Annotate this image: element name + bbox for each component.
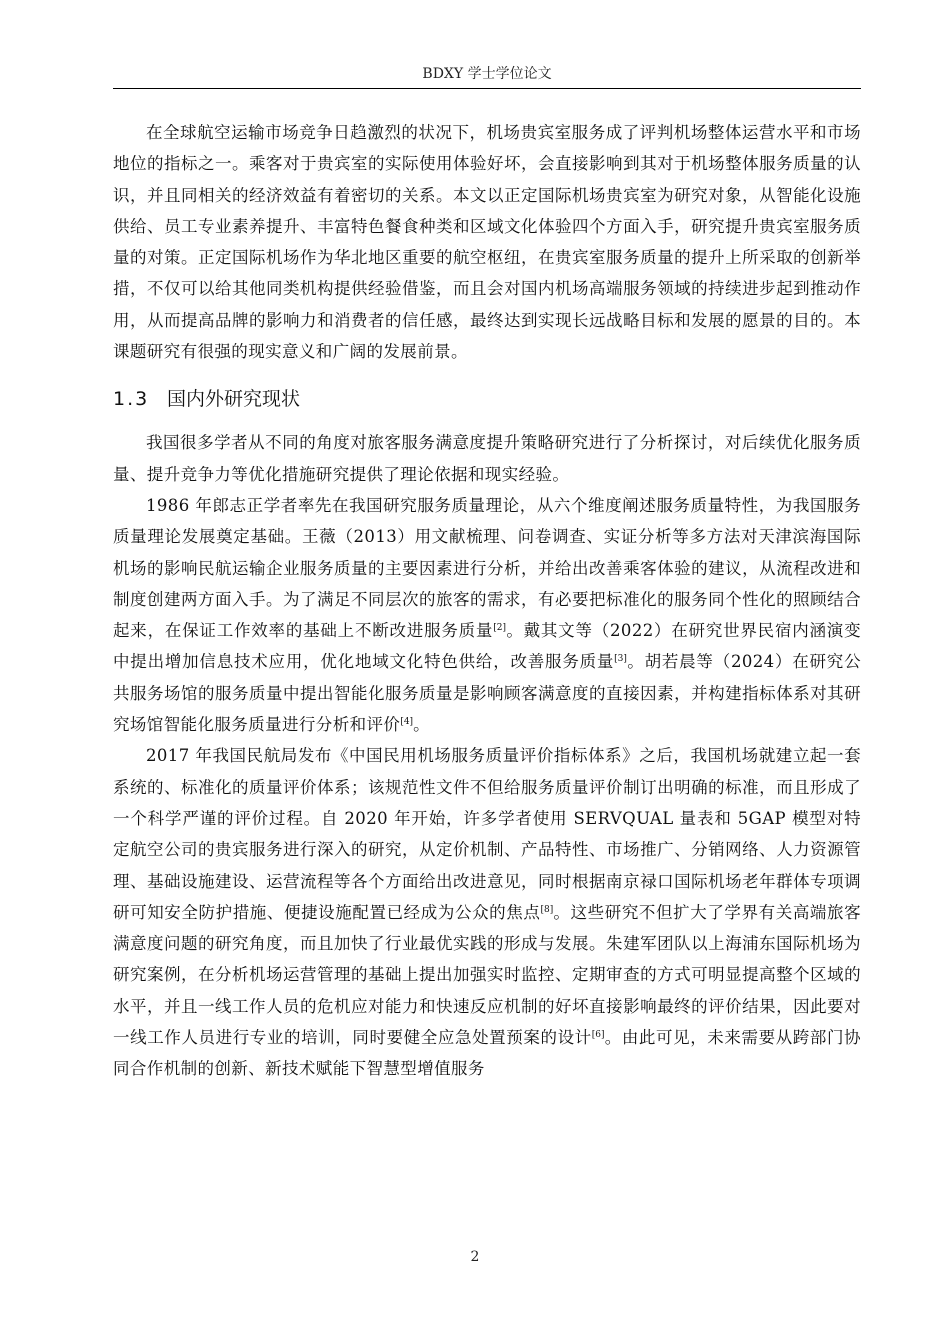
section-number: 1.3 xyxy=(113,388,150,411)
citation-ref: [2] xyxy=(493,623,506,634)
citation-ref: [4] xyxy=(400,717,414,728)
paragraph-text: 。戴其文等（2022）在研究世界民宿内涵演变中提出增加信息技术应用，优化地域文化特色供给，改善服务质量 xyxy=(113,621,861,672)
section-title: 国内外研究现状 xyxy=(167,388,301,411)
paragraph-domestic-studies xyxy=(113,490,861,740)
document-body xyxy=(113,117,861,1085)
paragraph-text: 。由此可见，未来需要从跨部门协同合作机制的创新、新技术赋能下智慧型增值服务 xyxy=(113,1028,861,1079)
header-divider xyxy=(113,88,861,89)
citation-ref: [8] xyxy=(540,904,554,915)
paragraph-background: 在全球航空运输市场竞争日趋激烈的状况下，机场贵宾室服务成了评判机场整体运营水平和市场地位的指标之一。乘客对于贵宾室的实际使用体验好坏，会直接影响到其对于机场整体服务质量的认识，并且同相关的经济效益有着密切的关系。本文以正定国际机场贵宾室为研究对象，从智能化设施供给、员工专业素养提升、丰富特色餐食种类和区域文化体验四个方面入手，研究提升贵宾室服务质量的对策。正定国际机场作为华北地区重要的航空枢纽，在贵宾室服务质量的提升上所采取的创新举措，不仅可以给其他同类机构提供经验借鉴，而且会对国内机场高端服务领域的持续进步起到推动作用，从而提高品牌的影响力和消费者的信任感，最终达到实现长远战略目标和发展的愿景的目的。本课题研究有很强的现实意义和广阔的发展前景。 xyxy=(113,123,861,362)
paragraph-text: 1986 年郎志正学者率先在我国研究服务质量理论，从六个维度阐述服务质量特性，为我国服务质量理论发展奠定基础。王薇（2013）用文献梳理、问卷调查、实证分析等多方法对天津滨海国际机场的影响民航运输企业服务质量的主要因素进行分析，并给出改善乘客体验的建议，从流程改进和制度创建两方面入手。为了满足不同层次的旅客的需求，有必要把标准化的服务同个性化的照顾结合起来，在保证工作效率的基础上不断改进服务质量 xyxy=(113,495,861,641)
page-header: BDXY 学士学位论文 xyxy=(422,66,552,82)
page-number: 2 xyxy=(470,1249,480,1265)
paragraph-text: 。这些研究不但扩大了学界有关高端旅客满意度问题的研究角度，而且加快了行业最优实践的形成与发展。朱建军团队以上海浦东国际机场为研究案例，在分析机场运营管理的基础上提出加强实时监控、定期审查的方式可明显提高整个区域的水平，并且一线工作人员的危机应对能力和快速反应机制的好坏直接影响最终的评价结果，因此要对一线工作人员进行专业的培训，同时要健全应急处置预案的设计 xyxy=(113,902,862,1048)
paragraph-text: 2017 年我国民航局发布《中国民用机场服务质量评价指标体系》之后，我国机场就建立起一套系统的、标准化的质量评价体系；该规范性文件不但给服务质量评价制订出明确的标准，而且形成了一个科学严谨的评价过程。自 2020 年开始，许多学者使用 SERVQUAL 量表和 5GAP 模型对特定航空公司的贵宾服务进行深入的研究，从定价机制、产品特性、市场推广、分销网络、人力资源管理、基础设施建设、运营流程等各个方面给出改进意见，同时根据南京禄口国际机场老年群体专项调研可知安全防护措施、便捷设施配置已经成为公众的焦点 xyxy=(113,746,861,922)
paragraph-text: 。胡若晨等（2024）在研究公共服务场馆的服务质量中提出智能化服务质量是影响顾客满意度的直接因素，并构建指标体系对其研究场馆智能化服务质量进行分析和评价 xyxy=(113,652,861,735)
section-heading xyxy=(113,383,861,415)
paragraph-text: 。 xyxy=(413,715,430,735)
paragraph-evaluation-system xyxy=(113,740,861,1084)
citation-ref: [6] xyxy=(591,1030,605,1041)
paragraph-overview: 我国很多学者从不同的角度对旅客服务满意度提升策略研究进行了分析探讨，对后续优化服务质量、提升竞争力等优化措施研究提供了理论依据和现实经验。 xyxy=(113,433,861,484)
citation-ref: [3] xyxy=(614,654,627,665)
